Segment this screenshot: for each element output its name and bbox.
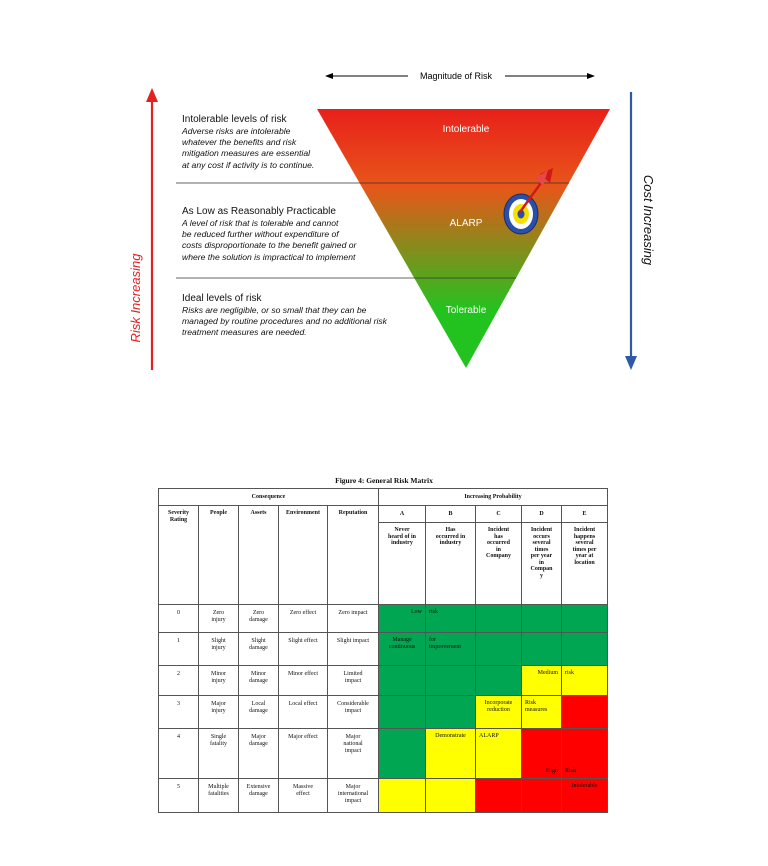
consequence-people (199, 779, 239, 813)
table-row (159, 729, 608, 779)
zone-title: Intolerable levels of risk (182, 114, 287, 125)
risk-cell (426, 779, 476, 813)
cell-text-line: damage (249, 645, 268, 651)
cost-increasing-arrow (625, 92, 637, 370)
cell-text-line: Major (251, 734, 266, 740)
cell-text-line: times per (572, 546, 597, 553)
severity-rating: 1 (159, 633, 199, 666)
table-row (159, 696, 608, 729)
zone-title: As Low as Reasonably Practicable (182, 206, 336, 217)
cell-text-line: Minor (251, 671, 266, 677)
probability-description (379, 523, 426, 605)
risk-cell (562, 666, 608, 696)
table-row (159, 779, 608, 813)
cell-text-line: Minor (211, 671, 226, 677)
cell-text-line: per year (530, 553, 553, 559)
cell-text-line: reduction (487, 707, 510, 713)
cell-text-line: Company (485, 553, 511, 559)
zone-line: A level of risk that is tolerable and cannot (182, 218, 339, 228)
cell-text-line: Considerable (337, 701, 369, 707)
risk-cell (379, 779, 426, 813)
cell-text-line: fatality (210, 741, 227, 747)
risk-cell (476, 696, 522, 729)
risk-cell (522, 696, 562, 729)
cell-text-line: location (574, 559, 595, 566)
risk-cell (562, 605, 608, 633)
consequence-header: Consequence (159, 489, 379, 506)
risk-cell (562, 696, 608, 729)
cell-text-line: effect (296, 791, 310, 797)
cell-text-line: injury (211, 708, 226, 714)
cell-text-line: heard of in (387, 533, 416, 540)
probability-description (562, 523, 608, 605)
cell-text-line: damage (249, 741, 268, 747)
table-row (159, 633, 608, 666)
cell-text-line: Slight effect (288, 638, 318, 644)
cell-text-line: industry (439, 540, 462, 546)
cell-text-line: Manage (392, 637, 412, 643)
cell-text-line: Limited (343, 671, 363, 677)
band-tolerable: Tolerable (445, 305, 487, 316)
cell-text-line: Zero effect (289, 610, 317, 616)
risk-cell (426, 696, 476, 729)
severity-rating: 5 (159, 779, 199, 813)
risk-cell (426, 633, 476, 666)
risk-cell (562, 729, 608, 779)
cell-text-line: Risk (565, 768, 577, 774)
cell-text-line: injury (211, 645, 226, 651)
zone-line: costs disproportionate to the benefit gained or (182, 240, 357, 251)
consequence-environment (279, 633, 328, 666)
zone-line: whatever the benefits and risk (182, 137, 297, 148)
severity-rating: 4 (159, 729, 199, 779)
cell-text-line: Incident (487, 527, 510, 533)
magnitude-of-risk-label: Magnitude of Risk (419, 71, 493, 81)
cell-text-line: Zero (252, 610, 265, 616)
cell-text-line: industry (391, 540, 413, 546)
cell-text-line: Major (211, 701, 226, 707)
cell-text-line: international (337, 791, 369, 797)
cell-text-line: Zero (212, 610, 225, 616)
probability-letter: C (476, 506, 522, 523)
cell-text-line: improvement (429, 644, 461, 650)
cell-text-line: Incident (573, 527, 596, 533)
risk-cell (522, 605, 562, 633)
zone-title: Ideal levels of risk (182, 293, 262, 304)
cell-text-line: year at (575, 553, 594, 559)
cell-text-line: injury (211, 617, 226, 623)
cell-text-line: national (343, 741, 363, 747)
risk-cell (562, 779, 608, 813)
risk-cell (426, 666, 476, 696)
column-header: Severity Rating (159, 506, 199, 605)
cell-text-line: Risk (525, 700, 537, 706)
cell-text-line: Major (345, 734, 361, 740)
cell-text-line: occurred (487, 540, 510, 546)
zone-line: mitigation measures are essential (182, 148, 311, 159)
risk-cell (476, 779, 522, 813)
cell-text-line: happens (573, 533, 596, 540)
cell-text-line: High (546, 768, 558, 774)
cell-text-line: Local (251, 701, 266, 707)
risk-cell (379, 696, 426, 729)
risk-cell (379, 605, 426, 633)
cell-text-line: Single (210, 734, 227, 740)
probability-letter: D (522, 506, 562, 523)
severity-rating: 2 (159, 666, 199, 696)
cell-text-line: Zero impact (338, 610, 368, 616)
zone-line: treatment measures are needed. (182, 327, 307, 338)
zone-tolerable-description (182, 293, 432, 339)
risk-cell (379, 729, 426, 779)
cell-text-line: Major (345, 784, 361, 790)
cell-text-line: occurs (533, 533, 550, 540)
cell-text-line: damage (249, 791, 268, 797)
zone-alarp-description (182, 206, 402, 263)
cell-text-line: Medium (537, 670, 558, 676)
risk-cell (476, 666, 522, 696)
consequence-environment (279, 729, 328, 779)
cell-text-line: Massive (293, 784, 313, 790)
cell-text-line: several (575, 540, 594, 546)
consequence-people (199, 666, 239, 696)
alarp-diagram (0, 0, 768, 420)
column-header: Environment (279, 506, 328, 605)
risk-cell (476, 605, 522, 633)
risk-cell (522, 666, 562, 696)
risk-increasing-arrow (146, 88, 158, 370)
zone-line: managed by routine procedures and no additional risk (182, 316, 387, 327)
cell-text-line: impact (344, 678, 362, 684)
cell-text-line: times (534, 546, 549, 553)
consequence-reputation (328, 666, 379, 696)
consequence-reputation (328, 605, 379, 633)
consequence-environment (279, 605, 328, 633)
band-intolerable: Intolerable (442, 124, 490, 135)
cell-text-line: ALARP (479, 733, 499, 739)
risk-increasing-label: Risk Increasing (128, 253, 143, 343)
cell-text-line: in (538, 559, 544, 566)
risk-cell (426, 729, 476, 779)
consequence-environment (279, 696, 328, 729)
severity-rating: 3 (159, 696, 199, 729)
consequence-environment (279, 666, 328, 696)
cell-text-line: Intolerable (571, 783, 598, 789)
consequence-people (199, 696, 239, 729)
cell-text-line: Incident (530, 527, 553, 533)
target-icon (504, 194, 538, 234)
risk-cell (522, 779, 562, 813)
cell-text-line: has (494, 533, 503, 540)
consequence-assets (239, 605, 279, 633)
consequence-assets (239, 633, 279, 666)
consequence-reputation (328, 696, 379, 729)
zone-line: be reduced further without expenditure of (182, 229, 339, 240)
cell-text-line: Demonstrate (435, 733, 466, 739)
cost-increasing-label: Cost Increasing (641, 174, 656, 266)
zone-line: Risks are negligible, or so small that they can be (182, 305, 367, 315)
band-alarp: ALARP (449, 218, 483, 229)
cell-text-line: for (429, 637, 436, 643)
consequence-assets (239, 696, 279, 729)
severity-rating: 0 (159, 605, 199, 633)
figure-title: Figure 4: General Risk Matrix (335, 476, 433, 485)
cell-text-line: Multiple (208, 784, 229, 790)
cell-text-line: damage (249, 678, 268, 684)
risk-cell (522, 633, 562, 666)
cell-text-line: Slight (211, 638, 226, 644)
risk-cell (562, 633, 608, 666)
cell-text-line: impact (344, 708, 362, 714)
cell-text-line: Has (445, 527, 456, 533)
risk-cell (476, 633, 522, 666)
consequence-reputation (328, 633, 379, 666)
probability-header: Increasing Probability (379, 489, 608, 506)
consequence-assets (239, 779, 279, 813)
cell-text-line: Local effect (288, 701, 318, 707)
table-row (159, 666, 608, 696)
consequence-environment (279, 779, 328, 813)
zone-line: where the solution is impractical to implement (182, 251, 356, 262)
cell-text-line: Never (394, 527, 410, 533)
column-header: Reputation (328, 506, 379, 605)
risk-cell (476, 729, 522, 779)
cell-text-line: Major effect (288, 734, 318, 740)
risk-cell (426, 605, 476, 633)
cell-text-line: Slight (251, 638, 266, 644)
risk-matrix-table (158, 488, 608, 813)
cell-text-line: occurred in (435, 533, 466, 540)
cell-text-line: fatalities (208, 791, 229, 797)
consequence-people (199, 605, 239, 633)
cell-text-line: impact (344, 748, 362, 754)
cell-text-line: continuous (388, 644, 416, 650)
cell-text-line: risk (565, 670, 574, 676)
zone-line: at any cost if activity is to continue. (182, 159, 315, 170)
probability-letter: A (379, 506, 426, 523)
cell-text-line: risk (429, 609, 438, 615)
cell-text-line: Extensive (246, 784, 271, 790)
cell-text-line: Compan (530, 566, 553, 572)
risk-cell (379, 666, 426, 696)
zone-intolerable-description (182, 114, 352, 171)
cell-text-line: y (540, 572, 543, 579)
risk-cell (522, 729, 562, 779)
consequence-assets (239, 666, 279, 696)
cell-text-line: Minor effect (287, 671, 319, 677)
column-header: Assets (239, 506, 279, 605)
cell-text-line: Incorporate (484, 700, 513, 706)
probability-description (426, 523, 476, 605)
consequence-reputation (328, 779, 379, 813)
cell-text-line: several (532, 540, 551, 546)
cell-text-line: damage (249, 708, 268, 714)
cell-text-line: Slight impact (336, 638, 370, 644)
probability-description (476, 523, 522, 605)
probability-letter: B (426, 506, 476, 523)
column-header: People (199, 506, 239, 605)
consequence-assets (239, 729, 279, 779)
risk-cell (379, 633, 426, 666)
probability-letter: E (562, 506, 608, 523)
cell-text-line: injury (211, 678, 226, 684)
consequence-people (199, 729, 239, 779)
probability-description (522, 523, 562, 605)
cell-text-line: damage (249, 617, 268, 623)
cell-text-line: in (495, 546, 501, 553)
consequence-reputation (328, 729, 379, 779)
cell-text-line: Low (411, 609, 422, 615)
consequence-people (199, 633, 239, 666)
zone-line: Adverse risks are intolerable (182, 126, 291, 136)
cell-text-line: impact (344, 798, 362, 804)
cell-text-line: measures (525, 707, 548, 713)
table-row (159, 605, 608, 633)
